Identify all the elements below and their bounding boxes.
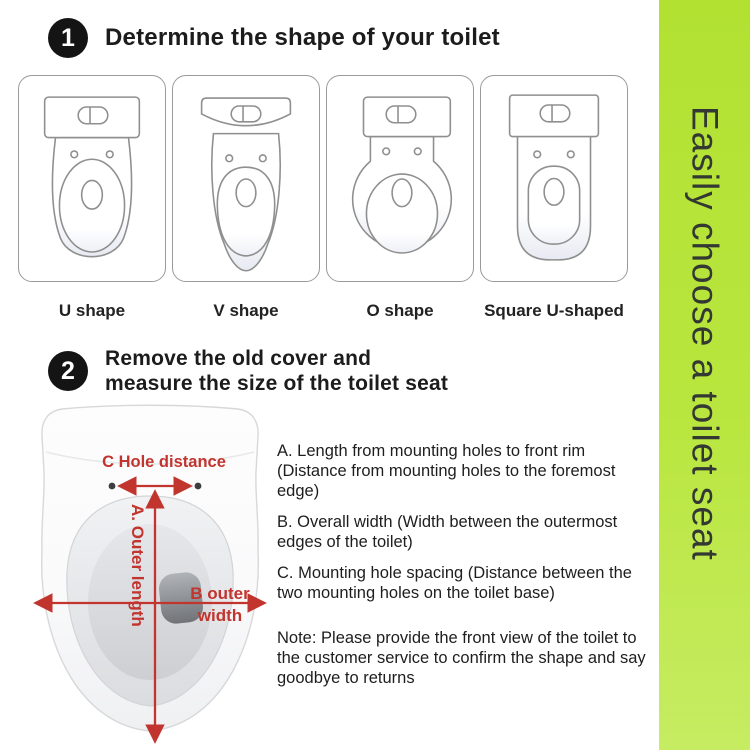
measurement-desc-b: B. Overall width (Width between the outermost edges of the toilet) (277, 513, 618, 551)
step2-number-badge (48, 351, 88, 391)
shape-card-o-shape (326, 75, 474, 282)
outer-width-label-line1: B outer (190, 584, 250, 603)
outer-width-label-line2: width (197, 606, 243, 625)
step2-title-line2: measure the size of the toilet seat (105, 372, 449, 395)
measurement-descriptions (277, 441, 655, 699)
side-banner (659, 0, 750, 750)
note-text: Note: Please provide the front view of the toilet to the customer service to confirm the shape and say goodbye to returns (277, 629, 646, 687)
measurement-desc-c: C. Mounting hole spacing (Distance between the two mounting holes on the toilet base) (277, 564, 632, 602)
o-shape-toilet-diagram (327, 76, 473, 281)
shape-card-square-u (480, 75, 628, 282)
label-square-u: Square U-shaped (484, 301, 624, 320)
measurement-desc-a: A. Length from mounting holes to front rim (Distance from mounting holes to the foremost edge) (277, 442, 616, 500)
step2-header (48, 346, 448, 396)
v-shape-toilet-diagram (173, 76, 319, 281)
label-o-shape: O shape (366, 301, 434, 320)
shape-labels-row (18, 301, 636, 321)
mounting-hole-left (109, 483, 116, 490)
step1-number-badge (48, 18, 88, 58)
step2-title-line1: Remove the old cover and (105, 347, 372, 370)
measured-toilet-diagram (30, 400, 270, 750)
square-u-toilet-diagram (481, 76, 627, 281)
c-hole-distance-label: C Hole distance (102, 453, 226, 471)
side-banner-text: Easily choose a toilet seat (684, 106, 726, 561)
outer-length-label: A. Outer length (128, 504, 147, 627)
step1-header (48, 18, 500, 58)
label-u-shape: U shape (58, 301, 126, 320)
shape-card-u-shape (18, 75, 166, 282)
step1-title: Determine the shape of your toilet (105, 24, 500, 51)
step1-number: 1 (61, 23, 75, 52)
label-v-shape: V shape (213, 301, 279, 320)
step2-title (105, 346, 448, 396)
toilet-measurement-photo (30, 400, 270, 750)
mounting-hole-right (195, 483, 202, 490)
u-shape-toilet-diagram (19, 76, 165, 281)
step2-number: 2 (61, 356, 75, 385)
shape-card-v-shape (172, 75, 320, 282)
shape-cards-row (18, 75, 636, 282)
